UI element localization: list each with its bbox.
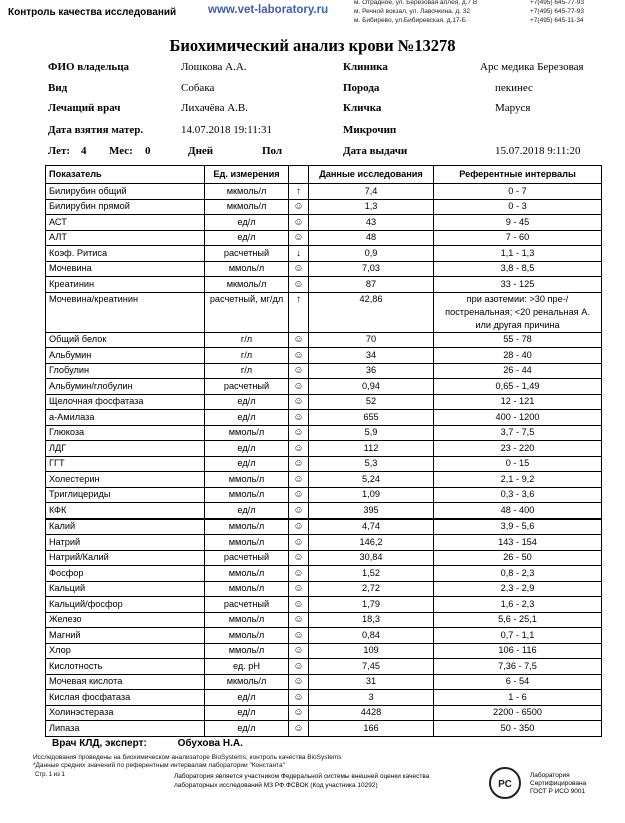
table-row xyxy=(46,659,602,675)
unit-cell: мкмоль/л xyxy=(205,674,289,690)
breed-value: пекинес xyxy=(495,82,533,94)
unit-cell: расчетный xyxy=(205,379,289,395)
value-cell: 1,09 xyxy=(309,487,434,503)
reference-cell: 3,8 - 8,5 xyxy=(434,261,602,277)
sex-label: Пол xyxy=(262,145,283,157)
unit-cell: мкмоль/л xyxy=(205,184,289,200)
reference-cell: 5,6 - 25,1 xyxy=(434,612,602,628)
unit-cell: ммоль/л xyxy=(205,261,289,277)
reference-cell: 6 - 54 xyxy=(434,674,602,690)
param-cell: Мочевина xyxy=(46,261,205,277)
address-line: м. Отрадное, ул. Березовая аллея, д.7 В xyxy=(354,0,478,6)
unit-cell: ммоль/л xyxy=(205,519,289,535)
value-cell: 4428 xyxy=(309,705,434,721)
value-cell: 5,24 xyxy=(309,472,434,488)
flag-icon: ☺ xyxy=(289,566,309,582)
value-cell: 52 xyxy=(309,394,434,410)
table-row xyxy=(46,394,602,410)
reference-cell: 26 - 50 xyxy=(434,550,602,566)
certification-text xyxy=(530,772,586,796)
nickname-value: Маруся xyxy=(495,102,531,114)
table-row xyxy=(46,261,602,277)
param-cell: Липаза xyxy=(46,721,205,737)
breed-label: Порода xyxy=(343,82,380,94)
flag-icon: ☺ xyxy=(289,503,309,519)
table-row xyxy=(46,246,602,262)
table-row xyxy=(46,332,602,348)
table-row xyxy=(46,535,602,551)
unit-cell: ммоль/л xyxy=(205,643,289,659)
param-cell: Хлор xyxy=(46,643,205,659)
table-row xyxy=(46,215,602,231)
species-label: Вид xyxy=(48,82,68,94)
flag-icon: ☺ xyxy=(289,215,309,231)
reference-cell: 2,1 - 9,2 xyxy=(434,472,602,488)
reference-cell: 9 - 45 xyxy=(434,215,602,231)
unit-cell: ед/л xyxy=(205,230,289,246)
reference-cell: 0 - 15 xyxy=(434,456,602,472)
table-row xyxy=(46,348,602,364)
flag-icon: ☺ xyxy=(289,410,309,426)
flag-icon: ☺ xyxy=(289,348,309,364)
flag-icon: ↑ xyxy=(289,184,309,200)
phone-line: +7(495) 645-11-34 xyxy=(530,17,584,24)
flag-icon: ☺ xyxy=(289,550,309,566)
table-row xyxy=(46,721,602,737)
reference-cell: при азотемии: >30 пре-/постренальная; <20 ренальная А. или другая причина xyxy=(434,292,602,332)
value-cell: 18,3 xyxy=(309,612,434,628)
reference-cell: 23 - 220 xyxy=(434,441,602,457)
value-cell: 7,03 xyxy=(309,261,434,277)
unit-cell: расчетный, мг/дл xyxy=(205,292,289,332)
reference-cell: 1,1 - 1,3 xyxy=(434,246,602,262)
value-cell: 5,3 xyxy=(309,456,434,472)
param-cell: Кислотность xyxy=(46,659,205,675)
owner-label: ФИО владельца xyxy=(48,61,130,73)
cert-line: Сертифицирована xyxy=(530,780,587,787)
value-cell: 0,94 xyxy=(309,379,434,395)
table-row xyxy=(46,184,602,200)
reference-cell: 3,7 - 7,5 xyxy=(434,425,602,441)
table-row xyxy=(46,674,602,690)
unit-cell: ммоль/л xyxy=(205,425,289,441)
col-header-unit: Ед. измерения xyxy=(205,166,289,184)
value-cell: 1,3 xyxy=(309,199,434,215)
param-cell: Креатинин xyxy=(46,277,205,293)
param-cell: КФК xyxy=(46,503,205,519)
value-cell: 146,2 xyxy=(309,535,434,551)
reference-cell: 50 - 350 xyxy=(434,721,602,737)
param-cell: Глюкоза xyxy=(46,425,205,441)
flag-icon: ☺ xyxy=(289,690,309,706)
param-cell: Фосфор xyxy=(46,566,205,582)
table-row xyxy=(46,597,602,613)
reference-cell: 3,9 - 5,6 xyxy=(434,519,602,535)
cert-line: Лаборатория xyxy=(530,772,570,779)
value-cell: 109 xyxy=(309,643,434,659)
flag-icon: ☺ xyxy=(289,332,309,348)
months-value: 0 xyxy=(145,145,151,157)
value-cell: 48 xyxy=(309,230,434,246)
table-row xyxy=(46,705,602,721)
value-cell: 655 xyxy=(309,410,434,426)
table-row xyxy=(46,472,602,488)
value-cell: 0,9 xyxy=(309,246,434,262)
reference-cell: 0,65 - 1,49 xyxy=(434,379,602,395)
unit-cell: мкмоль/л xyxy=(205,277,289,293)
sample-date-label: Дата взятия матер. xyxy=(48,124,144,136)
reference-cell: 1,6 - 2,3 xyxy=(434,597,602,613)
param-cell: Натрий xyxy=(46,535,205,551)
table-row xyxy=(46,456,602,472)
reference-cell: 48 - 400 xyxy=(434,503,602,519)
reference-cell: 33 - 125 xyxy=(434,277,602,293)
table-row xyxy=(46,566,602,582)
param-cell: Кислая фосфатаза xyxy=(46,690,205,706)
unit-cell: ед/л xyxy=(205,503,289,519)
param-cell: Билирубин общий xyxy=(46,184,205,200)
signing-doctor xyxy=(52,738,243,749)
col-header-value: Данные исследования xyxy=(309,166,434,184)
flag-icon: ☺ xyxy=(289,643,309,659)
value-cell: 42,86 xyxy=(309,292,434,332)
flag-icon: ☺ xyxy=(289,674,309,690)
flag-icon: ☺ xyxy=(289,472,309,488)
param-cell: АСТ xyxy=(46,215,205,231)
reference-cell: 0,8 - 2,3 xyxy=(434,566,602,582)
table-row xyxy=(46,410,602,426)
param-cell: Глобулин xyxy=(46,363,205,379)
unit-cell: ммоль/л xyxy=(205,581,289,597)
reference-cell: 1 - 6 xyxy=(434,690,602,706)
param-cell: Билирубин прямой xyxy=(46,199,205,215)
months-label: Мес: xyxy=(109,145,133,157)
param-cell: Холинэстераза xyxy=(46,705,205,721)
param-cell: Калий xyxy=(46,519,205,535)
value-cell: 7,4 xyxy=(309,184,434,200)
address-list xyxy=(354,0,477,25)
reference-cell: 55 - 78 xyxy=(434,332,602,348)
unit-cell: г/л xyxy=(205,348,289,364)
address-line: м. Речной вокзал, ул. Лавочкина, д. 32 xyxy=(354,8,471,15)
site-link[interactable]: www.vet-laboratory.ru xyxy=(208,4,329,16)
table-row xyxy=(46,519,602,535)
param-cell: Триглицериды xyxy=(46,487,205,503)
param-cell: Холестерин xyxy=(46,472,205,488)
param-cell: ЛДГ xyxy=(46,441,205,457)
param-cell: Кальций xyxy=(46,581,205,597)
signing-doctor-label: Врач КЛД, эксперт: xyxy=(52,738,147,749)
unit-cell: расчетный xyxy=(205,550,289,566)
param-cell: Натрий/Калий xyxy=(46,550,205,566)
unit-cell: ед/л xyxy=(205,215,289,231)
owner-value: Лошкова А.А. xyxy=(181,61,247,73)
unit-cell: ммоль/л xyxy=(205,612,289,628)
table-row xyxy=(46,643,602,659)
value-cell: 43 xyxy=(309,215,434,231)
param-cell: Альбумин/глобулин xyxy=(46,379,205,395)
unit-cell: расчетный xyxy=(205,597,289,613)
unit-cell: ммоль/л xyxy=(205,628,289,644)
results-table xyxy=(45,165,602,737)
unit-cell: ед/л xyxy=(205,441,289,457)
unit-cell: ед/л xyxy=(205,721,289,737)
value-cell: 3 xyxy=(309,690,434,706)
reference-cell: 400 - 1200 xyxy=(434,410,602,426)
phone-line: +7(495) 645-77-93 xyxy=(530,8,585,15)
clinic-value: Арс медика Березовая xyxy=(480,61,584,73)
flag-icon: ☺ xyxy=(289,363,309,379)
col-header-reference: Референтные интервалы xyxy=(434,166,602,184)
table-row xyxy=(46,363,602,379)
unit-cell: ед/л xyxy=(205,394,289,410)
unit-cell: ммоль/л xyxy=(205,472,289,488)
reference-cell: 0 - 3 xyxy=(434,199,602,215)
value-cell: 30,84 xyxy=(309,550,434,566)
species-value: Собака xyxy=(181,82,215,94)
doctor-value: Лихачёва А.В. xyxy=(181,102,249,114)
param-cell: Кальций/фосфор xyxy=(46,597,205,613)
chip-label: Микрочип xyxy=(343,124,397,136)
reference-cell: 0,7 - 1,1 xyxy=(434,628,602,644)
col-header-parameter: Показатель xyxy=(46,166,205,184)
param-cell: Магний xyxy=(46,628,205,644)
unit-cell: г/л xyxy=(205,363,289,379)
certification-logo-icon xyxy=(488,766,522,800)
nickname-label: Кличка xyxy=(343,102,382,114)
years-value: 4 xyxy=(81,145,87,157)
value-cell: 112 xyxy=(309,441,434,457)
value-cell: 31 xyxy=(309,674,434,690)
table-row xyxy=(46,550,602,566)
days-label: Дней xyxy=(188,145,214,157)
flag-icon: ☺ xyxy=(289,199,309,215)
reference-cell: 28 - 40 xyxy=(434,348,602,364)
param-cell: Общий белок xyxy=(46,332,205,348)
flag-icon: ↓ xyxy=(289,246,309,262)
doctor-label: Лечащий врач xyxy=(48,102,121,114)
reference-cell: 2,3 - 2,9 xyxy=(434,581,602,597)
value-cell: 34 xyxy=(309,348,434,364)
table-row xyxy=(46,292,602,332)
issued-label: Дата выдачи xyxy=(343,145,408,157)
reference-cell: 0 - 7 xyxy=(434,184,602,200)
value-cell: 7,45 xyxy=(309,659,434,675)
table-row xyxy=(46,487,602,503)
value-cell: 2,72 xyxy=(309,581,434,597)
unit-cell: ммоль/л xyxy=(205,487,289,503)
flag-icon: ☺ xyxy=(289,612,309,628)
issued-value: 15.07.2018 9:11:20 xyxy=(495,145,581,157)
flag-icon: ☺ xyxy=(289,705,309,721)
table-row xyxy=(46,425,602,441)
phone-list xyxy=(530,0,584,25)
reference-cell: 0,3 - 3,6 xyxy=(434,487,602,503)
value-cell: 87 xyxy=(309,277,434,293)
address-line: м. Бибирево, ул.Бибиревская, д.17-Б xyxy=(354,17,466,24)
page-number: Стр. 1 из 1 xyxy=(35,772,65,778)
param-cell: Альбумин xyxy=(46,348,205,364)
param-cell: Железо xyxy=(46,612,205,628)
value-cell: 70 xyxy=(309,332,434,348)
flag-icon: ☺ xyxy=(289,456,309,472)
param-cell: Мочевая кислота xyxy=(46,674,205,690)
unit-cell: ед/л xyxy=(205,456,289,472)
analyzer-note: Исследования проведены на биохимическом анализаторе BioSystems; контроль качества BioSystems xyxy=(33,754,342,761)
sample-date-value: 14.07.2018 19:11:31 xyxy=(181,124,272,136)
reference-cell: 143 - 154 xyxy=(434,535,602,551)
reference-cell: 2200 - 6500 xyxy=(434,705,602,721)
reference-cell: 106 - 116 xyxy=(434,643,602,659)
param-cell: а-Амилаза xyxy=(46,410,205,426)
value-cell: 4,74 xyxy=(309,519,434,535)
flag-icon: ☺ xyxy=(289,230,309,246)
flag-icon: ☺ xyxy=(289,379,309,395)
param-cell: Коэф. Ритиса xyxy=(46,246,205,262)
flag-icon: ☺ xyxy=(289,441,309,457)
flag-icon: ☺ xyxy=(289,659,309,675)
table-row xyxy=(46,199,602,215)
flag-icon: ☺ xyxy=(289,628,309,644)
value-cell: 5,9 xyxy=(309,425,434,441)
param-cell: Мочевина/креатинин xyxy=(46,292,205,332)
table-header-row xyxy=(46,166,602,184)
flag-icon: ☺ xyxy=(289,581,309,597)
reference-cell: 26 - 44 xyxy=(434,363,602,379)
unit-cell: ед/л xyxy=(205,690,289,706)
table-row xyxy=(46,230,602,246)
table-row xyxy=(46,503,602,519)
reference-cell: 7 - 60 xyxy=(434,230,602,246)
flag-icon: ☺ xyxy=(289,394,309,410)
unit-cell: ед. pH xyxy=(205,659,289,675)
flag-icon: ☺ xyxy=(289,277,309,293)
flag-icon: ☺ xyxy=(289,597,309,613)
unit-cell: расчетный xyxy=(205,246,289,262)
table-row xyxy=(46,628,602,644)
lab-statement: Лаборатория является участником Федеральной системы внешней оценки качества лабораторных исследований МЗ РФ ФСВОК (Код участника 10292) xyxy=(174,773,430,789)
years-label: Лет: xyxy=(48,145,71,157)
phone-line: +7(495) 645-77-93 xyxy=(530,0,585,6)
reference-cell: 7,36 - 7,5 xyxy=(434,659,602,675)
unit-cell: ед/л xyxy=(205,705,289,721)
unit-cell: ммоль/л xyxy=(205,535,289,551)
unit-cell: г/л xyxy=(205,332,289,348)
param-cell: ГГТ xyxy=(46,456,205,472)
value-cell: 166 xyxy=(309,721,434,737)
param-cell: АЛТ xyxy=(46,230,205,246)
value-cell: 1,52 xyxy=(309,566,434,582)
clinic-label: Клиника xyxy=(343,61,388,73)
value-cell: 1,79 xyxy=(309,597,434,613)
reference-cell: 12 - 121 xyxy=(434,394,602,410)
flag-icon: ☺ xyxy=(289,425,309,441)
page-header xyxy=(8,0,620,22)
unit-cell: ед/л xyxy=(205,410,289,426)
table-row xyxy=(46,612,602,628)
table-row xyxy=(46,277,602,293)
brand-text: Контроль качества исследований xyxy=(8,7,177,18)
document-title: Биохимический анализ крови №13278 xyxy=(169,36,456,55)
col-header-flag xyxy=(289,166,309,184)
param-cell: Щелочная фосфатаза xyxy=(46,394,205,410)
table-row xyxy=(46,581,602,597)
table-row xyxy=(46,441,602,457)
flag-icon: ☺ xyxy=(289,261,309,277)
signing-doctor-name: Обухова Н.А. xyxy=(177,738,243,749)
value-cell: 0,84 xyxy=(309,628,434,644)
unit-cell: ммоль/л xyxy=(205,566,289,582)
table-row xyxy=(46,379,602,395)
reference-note: *Данные средних значений по референтным интервалам лаборатории "Константа" xyxy=(33,762,285,769)
svg-text:РС: РС xyxy=(498,779,512,790)
table-row xyxy=(46,690,602,706)
value-cell: 36 xyxy=(309,363,434,379)
flag-icon: ☺ xyxy=(289,519,309,535)
flag-icon: ↑ xyxy=(289,292,309,332)
flag-icon: ☺ xyxy=(289,721,309,737)
value-cell: 395 xyxy=(309,503,434,519)
cert-line: ГОСТ Р ИСО 9001 xyxy=(530,788,586,795)
flag-icon: ☺ xyxy=(289,487,309,503)
flag-icon: ☺ xyxy=(289,535,309,551)
unit-cell: мкмоль/л xyxy=(205,199,289,215)
